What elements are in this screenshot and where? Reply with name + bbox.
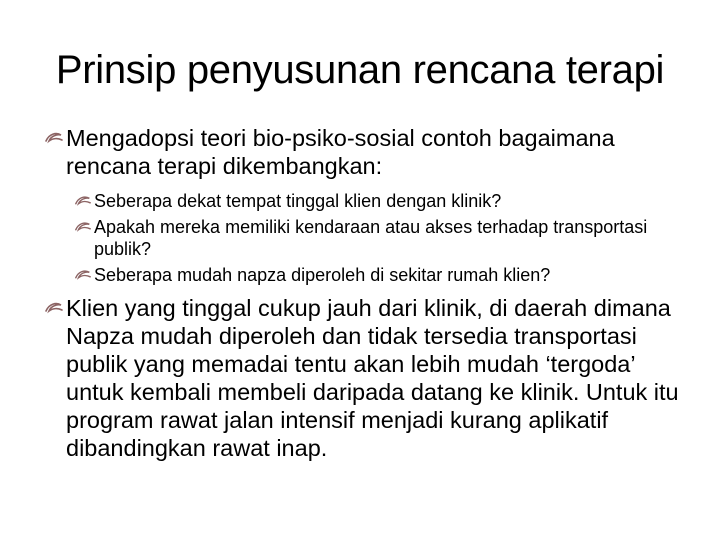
swirl-bullet-icon <box>74 192 92 210</box>
sub-bullet-list <box>44 190 684 286</box>
sub-bullet-text: Seberapa dekat tempat tinggal klien dengan klinik? <box>94 191 502 211</box>
swirl-bullet-icon <box>44 298 64 318</box>
bullet-list <box>44 124 684 472</box>
sub-bullet-item <box>74 190 684 212</box>
slide-title: Prinsip penyusunan rencana terapi <box>55 48 665 92</box>
sub-bullet-item <box>74 216 684 260</box>
bullet-text: Klien yang tinggal cukup jauh dari klinik, di daerah dimana Napza mudah diperoleh dan tidak tersedia transportasi publik yang memadai tentu akan lebih mudah ‘tergoda’ untuk kembali membeli daripada datang ke klinik. Untuk itu program rawat jalan intensif menjadi kurang aplikatif dibandingkan rawat inap. <box>66 295 679 461</box>
bullet-item <box>44 294 684 462</box>
swirl-bullet-icon <box>74 266 92 284</box>
swirl-bullet-icon <box>44 128 64 148</box>
sub-bullet-text: Seberapa mudah napza diperoleh di sekitar rumah klien? <box>94 265 551 285</box>
bullet-item <box>44 124 684 180</box>
sub-bullet-item <box>74 264 684 286</box>
bullet-text: Mengadopsi teori bio-psiko-sosial contoh bagaimana rencana terapi dikembangkan: <box>66 125 615 179</box>
swirl-bullet-icon <box>74 218 92 236</box>
sub-bullet-text: Apakah mereka memiliki kendaraan atau akses terhadap transportasi publik? <box>94 217 648 259</box>
